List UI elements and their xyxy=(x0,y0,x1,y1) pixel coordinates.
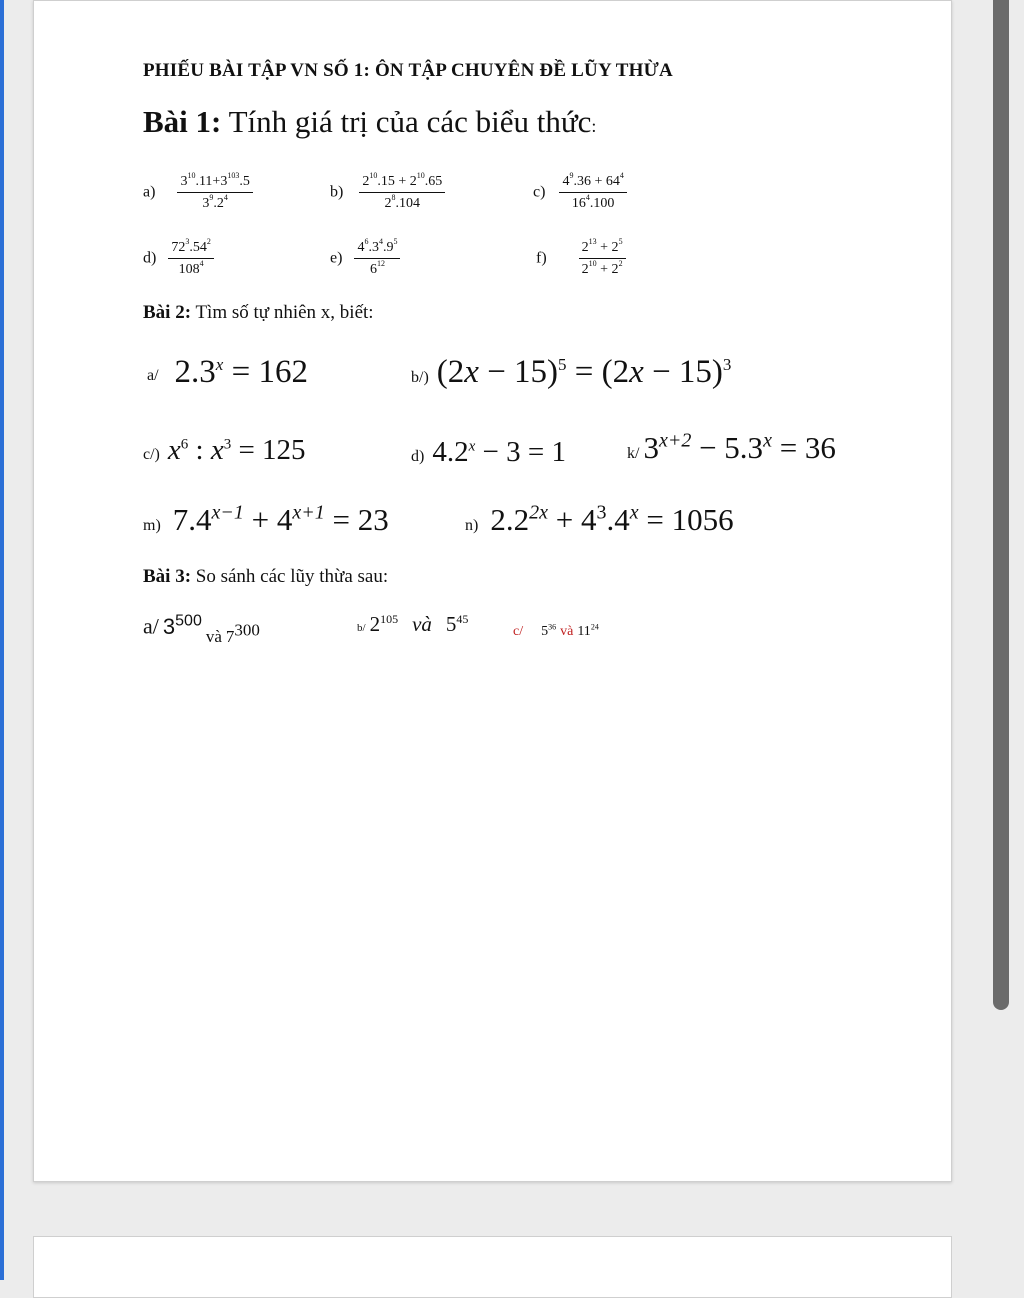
exercise-2-item-n: n) $2.2^{2x} + 4^3.4^x = 1056$ xyxy=(465,501,734,537)
exercise-2-label: Bài 2: xyxy=(143,302,192,323)
exercise-1-item-f xyxy=(536,237,626,278)
item-label: a/ xyxy=(143,613,159,639)
exercise-1-item-e xyxy=(330,237,400,278)
fraction-d: $\frac{72^3.54^2}{108^4}$ xyxy=(168,240,214,278)
exercise-2-heading xyxy=(143,302,374,324)
exercise-1-item-d xyxy=(143,237,214,278)
exercise-3-label: Bài 3: xyxy=(143,566,192,587)
exercise-2-item-b: b/) $(2x - 15)^5 = (2x - 15)^3$ xyxy=(411,354,732,390)
fraction-b: $\frac{2^{10}.15 + 2^{10}.65}{2^8.104}$ xyxy=(359,174,445,212)
next-document-page xyxy=(33,1236,952,1298)
item-label: k/ xyxy=(627,445,640,462)
exercise-3-heading xyxy=(143,566,388,588)
item-label: c/ xyxy=(513,624,524,639)
fraction-a: $\frac{3^{10}.11+3^{103}.5}{3^9.2^4}$ xyxy=(177,174,252,212)
and-word: và xyxy=(205,626,222,646)
item-label: b/) xyxy=(411,369,429,386)
item-label: b/ xyxy=(357,622,366,634)
exercise-1-item-b xyxy=(330,171,445,212)
exercise-3-item-c: c/ $5^{36}$ và $11^{24}$ xyxy=(513,622,599,639)
exercise-3-item-b: b/ $2^{105}$ và $5^{45}$ xyxy=(357,612,469,636)
and-word: và xyxy=(412,612,432,636)
item-label: a) xyxy=(143,183,156,201)
exercise-2-text: Tìm số tự nhiên x, biết: xyxy=(195,302,374,323)
exercise-1-heading xyxy=(143,104,596,140)
item-label: a/ xyxy=(147,367,159,384)
window-left-edge xyxy=(0,0,4,1280)
fraction-f: $\frac{2^{13} + 2^5}{2^{10} + 2^2}$ xyxy=(579,240,626,278)
exercise-2-item-c: c/) $x^6$ : $x^3 = 125$ xyxy=(143,434,306,466)
item-label: b) xyxy=(330,183,344,201)
exercise-1-text: Tính giá trị của các biểu thức xyxy=(228,104,592,139)
item-label: c/) xyxy=(143,446,160,463)
scrollbar-thumb[interactable] xyxy=(993,0,1009,1010)
exercise-1-item-a xyxy=(143,171,253,212)
worksheet-title: PHIẾU BÀI TẬP VN SỐ 1: ÔN TẬP CHUYÊN ĐỀ LŨY THỪA xyxy=(143,60,673,81)
item-label: m) xyxy=(143,517,161,534)
item-label: d) xyxy=(411,448,425,465)
item-label: n) xyxy=(465,517,479,534)
exercise-1-item-c xyxy=(533,171,627,212)
item-label: f) xyxy=(536,249,547,267)
fraction-e: $\frac{4^6.3^4.9^5}{6^{12}}$ xyxy=(354,240,400,278)
exercise-2-item-d: d) $4.2^x - 3 = 1$ xyxy=(411,436,566,468)
exercise-1-label: Bài 1: xyxy=(143,104,222,139)
fraction-c: $\frac{4^9.36 + 64^4}{16^4.100}$ xyxy=(559,174,626,212)
exercise-3-text: So sánh các lũy thừa sau: xyxy=(195,566,389,587)
item-label: d) xyxy=(143,249,157,267)
exercise-2-item-m: m) $7.4^{x-1} + 4^{x+1} = 23$ xyxy=(143,501,389,537)
exercise-2-item-k: k/ $3^{x+2} - 5.3^x = 36$ xyxy=(627,429,836,465)
item-label: c) xyxy=(533,183,546,201)
exercise-3-item-a: a/ $3^{500}$ và $7^{300}$ xyxy=(143,612,260,646)
exercise-1-colon: : xyxy=(591,116,597,136)
exercise-2-item-a: a/ $2.3^x = 162$ xyxy=(147,354,308,390)
and-word: và xyxy=(560,624,574,639)
item-label: e) xyxy=(330,249,343,267)
